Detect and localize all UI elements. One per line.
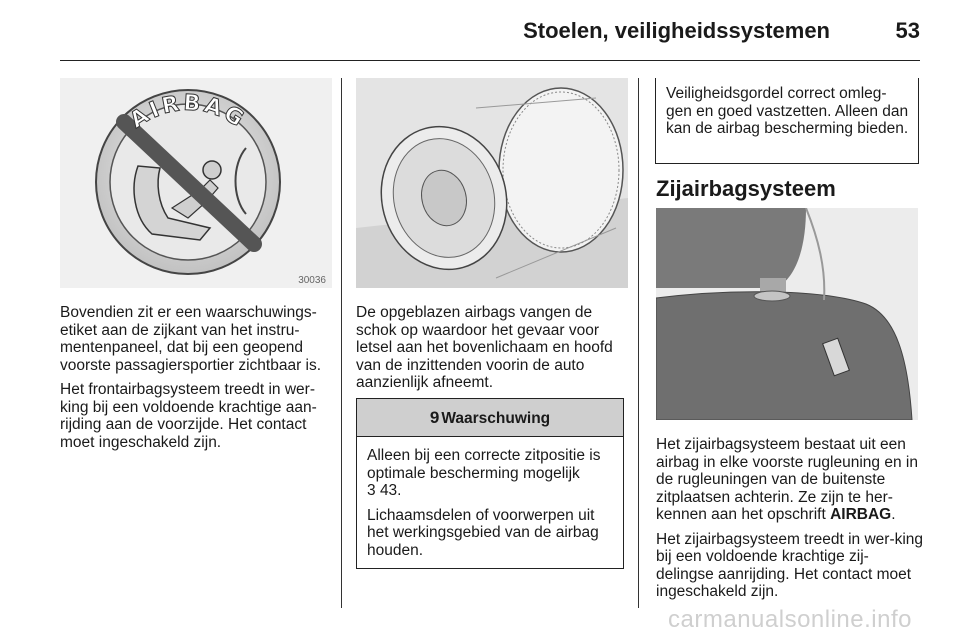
- paragraph: Het zijairbagsysteem treedt in wer-king bij een voldoende krachtige zij-delingse aanrijding. Het contact moet ingeschakeld zijn.: [656, 530, 924, 600]
- header-rule: [60, 60, 920, 61]
- airbag-arc-label: [60, 78, 332, 288]
- warning-text: Lichaamsdelen of voorwerpen uit het werkingsgebied van de airbag houden.: [367, 506, 599, 559]
- page-ref-icon: 3: [367, 482, 376, 499]
- warning-triangle-icon: 9: [429, 408, 440, 427]
- belt-note-box: [655, 78, 919, 164]
- warning-box: [356, 398, 624, 569]
- section-heading: Zijairbagsysteem: [656, 176, 836, 201]
- belt-note-text: Veiligheidsgordel correct omleg-gen en goed vastzetten. Alleen dan kan de airbag bescherming bieden.: [666, 85, 909, 137]
- inflated-airbags-figure: [356, 78, 628, 288]
- warning-title: Waarschuwing: [441, 410, 551, 427]
- warning-text: Alleen bij een correcte zitpositie is optimale bescherming mogelijk: [367, 447, 601, 482]
- warning-body: [357, 437, 623, 572]
- paragraph: Het zijairbagsysteem bestaat uit een airbag in elke voorste rugleuning en in de rugleuningen van de buitenste zitplaatsen achterin. Ze zijn te her-kennen aan het opschrift AIRBAG.: [656, 436, 918, 523]
- column-divider-2: [638, 78, 639, 608]
- svg-text:AIRBAG: AIRBAG: [125, 90, 251, 134]
- figure-number: 30036: [298, 275, 326, 286]
- header-title: Stoelen, veiligheidssystemen: [523, 18, 830, 43]
- airbag-warning-figure: [60, 78, 332, 288]
- inflated-airbag-illustration: [356, 78, 628, 288]
- warning-header: [357, 398, 623, 437]
- paragraph: Het frontairbagsysteem treedt in wer-king bij een voldoende krachtige aan-rijding aan de voorzijde. Het contact moet ingeschakeld zijn.: [60, 381, 317, 451]
- paragraph: De opgeblazen airbags vangen de schok op waardoor het gevaar voor letsel aan het bovenlichaam en hoofd van de inzittenden voorin de auto aanzienlijk afneemt.: [356, 304, 613, 391]
- paragraph: Bovendien zit er een waarschuwings-etiket aan de zijkant van het instru-mentenpaneel, dat bij een geopend voorste passagiersportier zichtbaar is.: [60, 304, 322, 374]
- seat-airbag-illustration: [656, 208, 918, 420]
- side-airbag-figure: [656, 208, 918, 420]
- airbag-label: AIRBAG: [830, 506, 892, 523]
- page-number: 53: [895, 18, 920, 43]
- column3-text: [656, 436, 926, 608]
- column-divider-1: [341, 78, 342, 608]
- watermark: carmanualsonline.info: [668, 606, 912, 633]
- warning-line: [367, 447, 615, 500]
- page-ref: 43.: [379, 482, 402, 499]
- column1-text: [60, 304, 332, 458]
- column2-text: [356, 304, 628, 399]
